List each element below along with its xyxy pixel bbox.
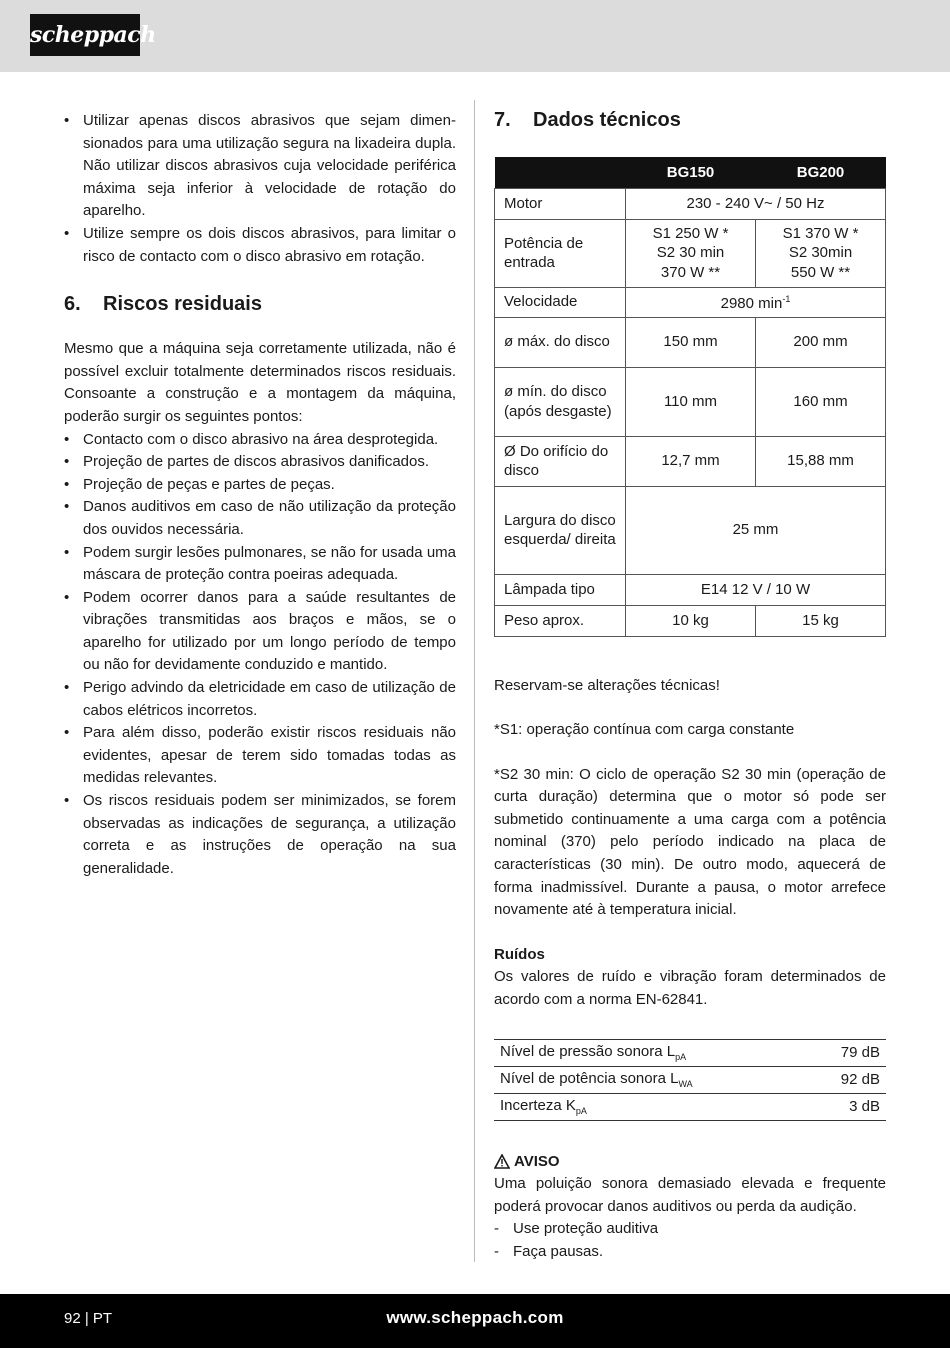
- noise-label-text: Nível de pressão sonora L: [500, 1043, 676, 1061]
- noise-paragraph: Os valores de ruído e vibração foram determinados de acordo com a norma EN-62841.: [494, 968, 886, 1009]
- row-value-bg150: 150 mm: [626, 317, 756, 367]
- table-row: [495, 574, 886, 605]
- row-value-bg200: 15 kg: [756, 605, 886, 636]
- noise-label-subscript: pA: [575, 1106, 587, 1117]
- list-item: • Os riscos residuais podem ser minimizados, se forem observadas as indicações de segurança, a utilização correta e as instruções de operação na sua generalidade.: [64, 790, 456, 880]
- right-column: [494, 106, 886, 1264]
- row-value-bg200: [756, 219, 886, 287]
- table-row: [494, 1039, 886, 1066]
- table-row: [495, 287, 886, 317]
- row-value-bg150: 10 kg: [626, 605, 756, 636]
- value-line: 550 W **: [790, 263, 851, 281]
- noise-label: [494, 1066, 808, 1093]
- table-header-row: [495, 157, 886, 188]
- value-line: S2 30min: [788, 244, 853, 262]
- noise-label-text: Incerteza K: [500, 1097, 576, 1115]
- intro-bullet-list: [64, 110, 456, 268]
- residual-risks-list: [64, 429, 456, 881]
- warning-title-text: AVISO: [514, 1152, 560, 1170]
- row-value-bg150: 110 mm: [626, 367, 756, 436]
- left-column: [64, 110, 456, 880]
- row-value-bg150: [626, 219, 756, 287]
- noise-label: [494, 1039, 808, 1066]
- noise-value: 79 dB: [808, 1039, 886, 1066]
- list-item: • Para além disso, poderão existir riscos residuais não evidentes, apesar de terem sido tomadas todas as medidas relevantes.: [64, 722, 456, 790]
- value-line: S1 370 W *: [782, 224, 859, 242]
- technical-changes-note: Reservam-se alterações técnicas!: [494, 676, 720, 694]
- column-divider: [474, 100, 475, 1262]
- section-number: 6.: [64, 293, 81, 316]
- list-item: - Faça pausas.: [494, 1241, 886, 1264]
- row-value-bg200: 160 mm: [756, 367, 886, 436]
- page-number: 92 | PT: [64, 1310, 113, 1327]
- row-value: 25 mm: [626, 486, 886, 574]
- table-row: [495, 188, 886, 219]
- row-label: Potência de entrada: [495, 219, 626, 287]
- table-row: [495, 436, 886, 486]
- table-row: [495, 317, 886, 367]
- website-link[interactable]: www.scheppach.com: [386, 1308, 564, 1327]
- row-label: Motor: [495, 188, 626, 219]
- value-line: S1 250 W *: [652, 224, 729, 242]
- technical-data-table: [494, 157, 886, 637]
- page-footer: [0, 1294, 950, 1348]
- noise-label: [494, 1093, 808, 1120]
- row-label: ø mín. do disco (após desgaste): [495, 367, 626, 436]
- noise-heading: Ruídos: [494, 945, 545, 963]
- noise-label-text: Nível de potência sonora L: [500, 1070, 679, 1088]
- row-value: 230 - 240 V~ / 50 Hz: [626, 188, 886, 219]
- list-item: - Use proteção auditiva: [494, 1218, 886, 1241]
- table-row: [494, 1066, 886, 1093]
- scheppach-logo: scheppach: [30, 14, 140, 56]
- list-item: • Projeção de peças e partes de peças.: [64, 474, 456, 497]
- table-header-bg150: BG150: [626, 157, 756, 188]
- noise-label-subscript: WA: [678, 1079, 693, 1090]
- noise-value: 3 dB: [808, 1093, 886, 1120]
- table-header-bg200: BG200: [756, 157, 886, 188]
- row-value: [626, 287, 886, 317]
- row-label: Largura do disco esquerda/ direita: [495, 486, 626, 574]
- list-item: • Podem ocorrer danos para a saúde resultantes de vibrações transmitidas aos braços e mãos, se o aparelho for utilizado por um longo período de tempo ou não for devidamente conduzido e mantido.: [64, 587, 456, 677]
- page-header: [0, 0, 950, 72]
- table-header-empty: [495, 157, 626, 188]
- list-item: • Utilize sempre os dois discos abrasivos, para limitar o risco de contacto com o disco abrasivo em rotação.: [64, 223, 456, 268]
- value-line: 370 W **: [660, 263, 721, 281]
- noise-values-table: [494, 1039, 886, 1121]
- table-row: [495, 486, 886, 574]
- table-row: [495, 605, 886, 636]
- noise-value: 92 dB: [808, 1066, 886, 1093]
- section-title: Dados técnicos: [533, 109, 681, 131]
- list-item: • Danos auditivos em caso de não utilização da proteção dos ouvidos necessária.: [64, 496, 456, 541]
- list-item: • Perigo advindo da eletricidade em caso de utilização de cabos elétricos incorretos.: [64, 677, 456, 722]
- row-value-bg150: 12,7 mm: [626, 436, 756, 486]
- list-item: • Utilizar apenas discos abrasivos que sejam dimensionados para uma utilização segura na lixadeira dupla. Não utilizar discos abrasivos cuja velocidade periférica máxima seja inferior à velocidade de rotação do aparelho.: [64, 110, 456, 223]
- warning-triangle-icon: [494, 1154, 510, 1169]
- row-label: Ø Do orifício do disco: [495, 436, 626, 486]
- table-row: [495, 367, 886, 436]
- table-row: [494, 1093, 886, 1120]
- s2-note: *S2 30 min: O ciclo de operação S2 30 min (operação de curta duração) determina que o motor só pode ser submetido continuamente a uma carga com a potência nominal (370) pelo período indicado na placa de características (30 min). De outro modo, aquecerá de forma inadmissível. Durante a pausa, o motor arrefece novamente até à temperatura inicial.: [494, 765, 886, 919]
- warning-text: Uma poluição sonora demasiado elevada e frequente poderá provocar danos auditivos ou perda da audição.: [494, 1175, 886, 1215]
- row-label: Lâmpada tipo: [495, 574, 626, 605]
- section-6-heading: [64, 290, 456, 318]
- row-label: Velocidade: [495, 287, 626, 317]
- warning-list: [494, 1218, 886, 1263]
- row-value-bg200: 200 mm: [756, 317, 886, 367]
- speed-value: 2980 min: [720, 295, 783, 313]
- section-title: Riscos residuais: [103, 293, 262, 316]
- row-value: E14 12 V / 10 W: [626, 574, 886, 605]
- speed-exponent: -1: [782, 294, 791, 305]
- list-item: • Projeção de partes de discos abrasivos danificados.: [64, 451, 456, 474]
- row-label: Peso aprox.: [495, 605, 626, 636]
- row-value-bg200: 15,88 mm: [756, 436, 886, 486]
- row-label: ø máx. do disco: [495, 317, 626, 367]
- s1-note: *S1: operação contínua com carga constante: [494, 721, 795, 739]
- list-item: • Podem surgir lesões pulmonares, se não for usada uma máscara de proteção contra poeiras adequada.: [64, 542, 456, 587]
- warning-block: [494, 1151, 886, 1264]
- value-line: S2 30 min: [656, 244, 725, 262]
- noise-label-subscript: pA: [675, 1052, 687, 1063]
- section-7-heading: [494, 106, 886, 134]
- list-item: • Contacto com o disco abrasivo na área desprotegida.: [64, 429, 456, 452]
- table-row: [495, 219, 886, 287]
- section-number: 7.: [494, 109, 511, 131]
- residual-risks-intro: Mesmo que a máquina seja corretamente utilizada, não é possível excluir totalmente determinados riscos residuais. Consoante a construção e a montagem da máquina, poderão surgir os seguintes pontos:: [64, 340, 456, 425]
- warning-title: [494, 1151, 886, 1174]
